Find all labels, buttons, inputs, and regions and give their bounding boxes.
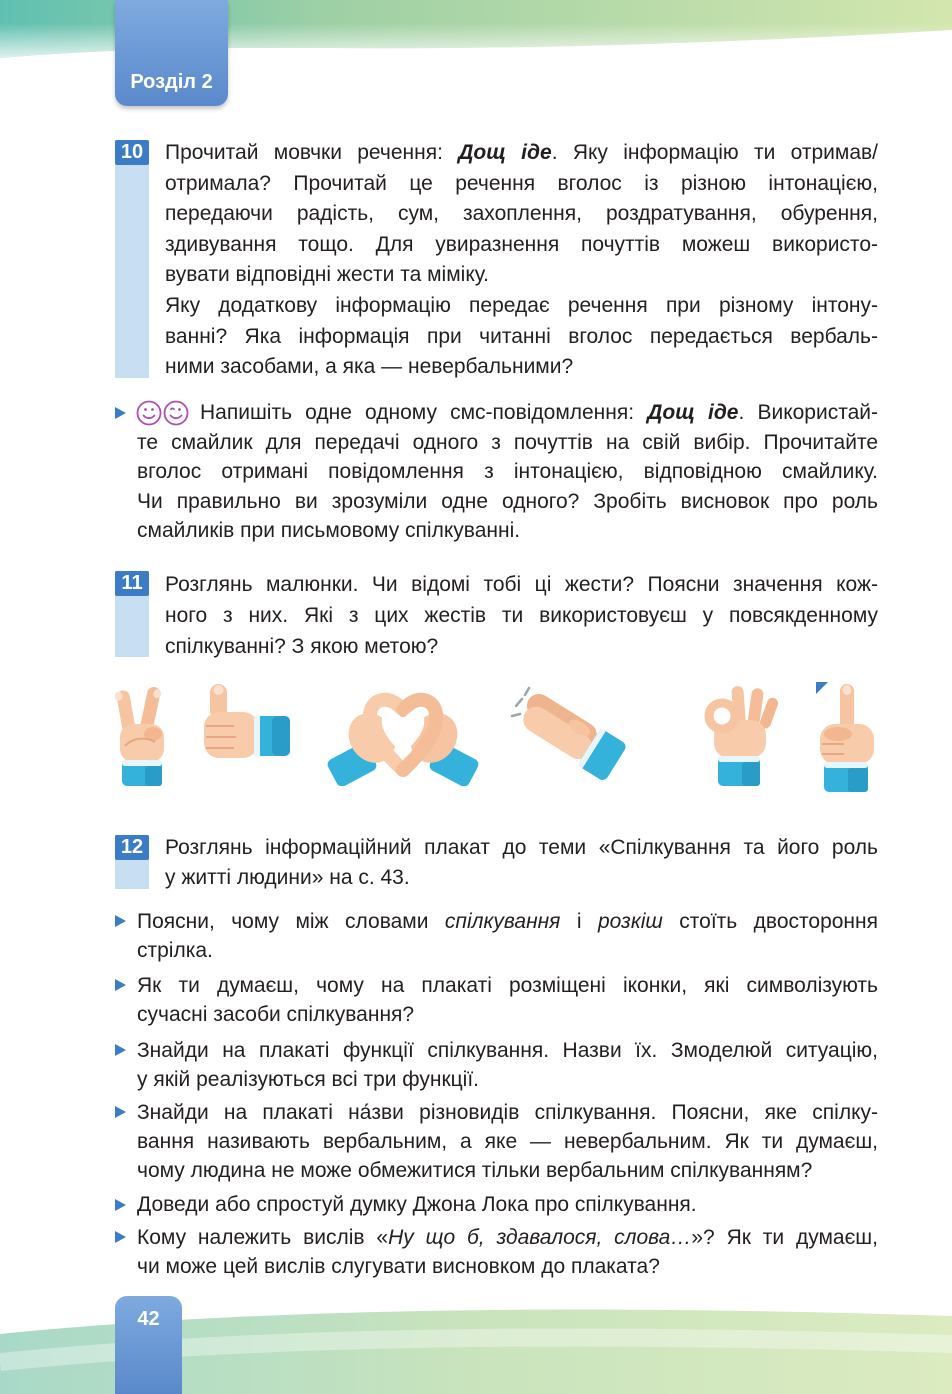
text-line: здивування тощо. Для увиразнення почуттів можеш використо- [165, 232, 878, 256]
text-line: спілкуванні? З якою метою? [165, 635, 439, 658]
text-segment: Прочитай мовчки речення: [165, 141, 459, 164]
text-line: Чи правильно ви зрозуміли одне одного? Зробіть висновок про роль [137, 489, 878, 513]
exercise-10-text [165, 138, 878, 383]
text-line: ванні? Яка інформація при читанні вголос передається вербаль- [165, 324, 878, 348]
exercise-10-marker-strip [115, 140, 149, 378]
text-line: чому людина не може обмежитися тільки вербальним спілкуванням? [137, 1158, 813, 1182]
question-item [137, 1036, 878, 1094]
text-segment: . Використай- [738, 401, 878, 424]
bullet-arrow-icon [115, 979, 126, 991]
text-line: вання називають вербальним, а яке — невербальним. Як ти думаєш, [137, 1129, 878, 1153]
text-line: передаючи радість, сум, захоплення, роздратування, обурення, [165, 202, 878, 226]
text-line: отримала? Прочитай це речення вголос із різною інтонацією, [165, 171, 878, 195]
bullet-arrow-icon [115, 407, 126, 419]
text-line [137, 907, 878, 936]
exercise-number-badge: 11 [115, 571, 149, 596]
text-line: смайликів при письмовому спілкуванні. [137, 519, 521, 542]
text-line [137, 398, 878, 428]
text-line: вувати відповідні жести та міміку. [165, 263, 489, 287]
question-item [137, 1223, 878, 1281]
clapping-hands-icon [510, 684, 632, 786]
text-line: Знайди на плакаті на́зви різновидів спілкування. Поясни, яке спілку- [137, 1100, 878, 1124]
ok-hand-icon [696, 682, 782, 790]
text-line [137, 1223, 878, 1252]
bullet-arrow-icon [115, 915, 126, 927]
page-number-tab [115, 1296, 182, 1394]
emphasis-text: Дощ іде [647, 401, 739, 424]
bullet-arrow-icon [115, 1231, 126, 1243]
bullet-arrow-icon [115, 1106, 126, 1118]
exercise-11-text [165, 569, 878, 662]
text-line: те смайлик для передачі одного з почуттів на свій вибір. Прочитайте [137, 430, 878, 454]
text-segment: Напишіть одне одному смс-повідомлення: [200, 401, 648, 424]
question-item [137, 1190, 878, 1219]
heart-hands-icon [326, 684, 480, 786]
section-tab [115, 0, 228, 106]
text-line: Розглянь інформаційний плакат до теми «Спілкування та його роль [165, 836, 878, 859]
emphasis-text: Дощ іде [458, 141, 552, 164]
bullet-arrow-icon [115, 1199, 126, 1211]
text-line: вголос отримані повідомлення з інтонацією, відповідною смайлику. [137, 460, 878, 483]
text-line: у житті людини» на с. 43. [165, 866, 410, 889]
text-segment: і [560, 909, 598, 933]
text-line: чи може цей вислів слугувати висновком до плаката? [137, 1254, 660, 1278]
text-line: Розглянь малюнки. Чи відомі тобі ці жести? Поясни значення кож- [165, 573, 878, 596]
text-line [165, 138, 878, 169]
victory-hand-icon [111, 684, 175, 788]
exercise-number-badge: 12 [115, 835, 149, 860]
question-item [137, 907, 878, 965]
section-label: Розділ 2 [130, 71, 213, 93]
text-line: ного з них. Які з цих жестів ти використовуєш у повсякденному [165, 604, 878, 627]
text-line: Як ти думаєш, чому на плакаті розміщені іконки, які символізують [137, 973, 878, 997]
text-segment: Кому належить вислів « [137, 1225, 389, 1249]
text-segment: »? Як ти думаєш, [691, 1225, 878, 1249]
page-number: 42 [137, 1308, 160, 1330]
text-line: сучасні засоби спілкування? [137, 1002, 415, 1026]
exercise-12-text [165, 833, 878, 893]
emphasis-text: Ну що б, здавалося, слова… [388, 1225, 692, 1249]
pair-task-text [137, 398, 878, 546]
question-item [137, 1098, 878, 1185]
text-line: Доведи або спростуй думку Джона Лока про спілкування. [137, 1193, 697, 1216]
text-line: Яку додаткову інформацію передає речення при різному інтону- [165, 293, 878, 317]
text-line: Знайди на плакаті функції спілкування. Назви їх. Змоделюй ситуацію, [137, 1038, 878, 1062]
text-segment: стоїть двостороння [662, 909, 878, 933]
text-line: у якій реалізуються всі три функції. [137, 1067, 479, 1091]
emphasis-text: спілкування [444, 909, 561, 933]
text-line: стрілка. [137, 938, 213, 962]
text-segment: . Яку інформацію ти отримав/ [551, 141, 878, 164]
bullet-arrow-icon [115, 1044, 126, 1056]
text-segment: Поясни, чому між словами [137, 909, 445, 933]
question-item [137, 971, 878, 1029]
index-finger-up-icon [812, 680, 884, 794]
exercise-number-badge: 10 [115, 140, 149, 165]
thumbs-up-icon [200, 682, 294, 770]
text-line: ними засобами, а яка — невербальними? [165, 355, 574, 379]
emphasis-text: розкіш [597, 909, 663, 933]
